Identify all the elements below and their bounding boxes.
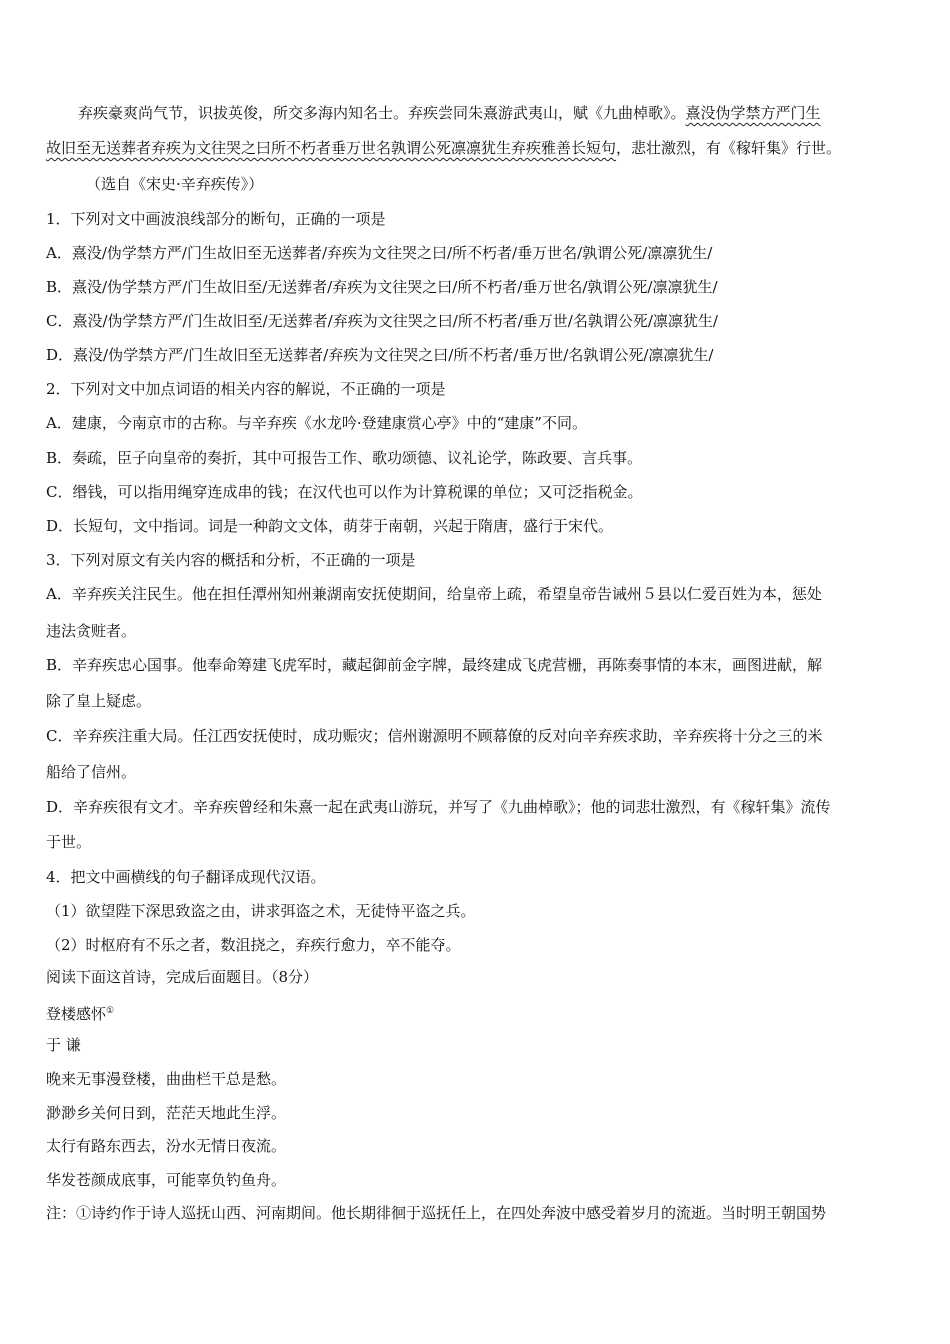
q3-stem: 3．下列对原文有关内容的概括和分析，不正确的一项是 [46,551,416,569]
poem-intro: 阅读下面这首诗，完成后面题目。（8分） [46,968,319,986]
passage-paragraph-1 [78,103,821,123]
q1-option-b: B．熹没/伪学禁方严/门生故旧至/无送葬者/弃疾为文往哭之曰/所不朽者/垂万世名/孰谓公死/凛凛犹生/ [46,278,718,296]
q3-option-d-line2: 于世。 [46,833,92,851]
q1-option-c: C．熹没/伪学禁方严/门生故旧至/无送葬者/弃疾为文往哭之曰/所不朽者/垂万世/名孰谓公死/凛凛犹生/ [46,312,718,330]
poem-line-4: 华发苍颜成底事，可能辜负钓鱼舟。 [46,1171,287,1189]
q2-option-d: D．长短句，文中指词。词是一种韵文文体，萌芽于南朝，兴起于隋唐，盛行于宋代。 [46,517,614,535]
q1-option-d: D．熹没/伪学禁方严/门生故旧至无送葬者/弃疾为文往哭之曰/所不朽者/垂万世/名孰谓公死/凛凛犹生/ [46,346,714,364]
poem-line-2: 渺渺乡关何日到，茫茫天地此生浮。 [46,1104,287,1122]
passage-text-2c: ，悲壮激烈，有《稼轩集》行世。 [616,139,842,157]
dotted-term-changduanju: 长短句 [571,139,617,157]
footnote-marker: ① [106,1006,115,1016]
q3-option-a-line1: A．辛弃疾关注民生。他在担任潭州知州兼湖南安抚使期间，给皇帝上疏，希望皇帝告诫州５县以仁爱百姓为本，惩处 [46,585,822,603]
q3-option-c-line2: 船给了信州。 [46,763,137,781]
q3-option-d-line1: D．辛弃疾很有文才。辛弃疾曾经和朱熹一起在武夷山游玩，并写了《九曲棹歌》；他的词悲壮激烈，有《稼轩集》流传 [46,798,831,816]
poem-author: 于 谦 [46,1036,81,1054]
q3-option-a-line2: 违法贪赃者。 [46,622,137,640]
wavy-underlined-sentence-cont: 故旧至无送葬者弃疾为文往哭之曰所不朽者垂万世名孰谓公死凛凛犹生弃疾雅善 [46,139,572,157]
q2-option-a: A．建康，今南京市的古称。与辛弃疾《水龙吟·登建康赏心亭》中的“建康”不同。 [46,414,587,432]
q3-option-c-line1: C．辛弃疾注重大局。任江西安抚使时，成功赈灾；信州谢源明不顾幕僚的反对向辛弃疾求助，辛弃疾将十分之三的米 [46,727,823,745]
q1-stem: 1．下列对文中画波浪线部分的断句，正确的一项是 [46,210,386,228]
poem-line-3: 太行有路东西去，汾水无情日夜流。 [46,1137,287,1155]
q4-sentence-1: （1）欲望陛下深思致盗之由，讲求弭盗之术，无徒恃平盗之兵。 [46,902,476,920]
q3-option-b-line2: 除了皇上疑虑。 [46,692,152,710]
q4-sentence-2: （2）时枢府有不乐之者，数沮挠之，弃疾行愈力，卒不能夺。 [46,936,461,954]
poem-line-1: 晚来无事漫登楼，曲曲栏干总是愁。 [46,1070,287,1088]
q2-option-b: B．奏疏，臣子向皇帝的奏折，其中可报告工作、歌功颂德、议礼论学，陈政要、言兵事。 [46,449,643,467]
q2-option-c: C．缗钱，可以指用绳穿连成串的钱；在汉代也可以作为计算税课的单位；又可泛指税金。 [46,483,643,501]
passage-paragraph-2 [46,138,841,158]
passage-source: （选自《宋史·辛弃疾传》） [86,175,264,193]
wavy-underlined-sentence: 熹没伪学禁方严门生 [685,104,821,122]
q4-stem: 4．把文中画横线的句子翻译成现代汉语。 [46,868,326,886]
passage-text-1a: 弃疾豪爽尚气节，识拔英俊，所交多海内知名士。弃疾尝同朱熹游武夷山，赋《九曲棹歌》。 [78,104,686,122]
poem-footnote: 注：①诗约作于诗人巡抚山西、河南期间。他长期徘徊于巡抚任上，在四处奔波中感受着岁月的流逝。当时明王朝国势 [46,1204,827,1222]
q1-option-a: A．熹没/伪学禁方严/门生故旧至无送葬者/弃疾为文往哭之曰/所不朽者/垂万世名/孰谓公死/凛凛犹生/ [46,244,713,262]
poem-title-text: 登楼感怀 [46,1005,107,1023]
poem-title [46,1001,114,1024]
q3-option-b-line1: B．辛弃疾忠心国事。他奉命筹建飞虎军时，藏起御前金字牌，最终建成飞虎营栅，再陈奏事情的本末，画图进献，解 [46,656,823,674]
q2-stem: 2．下列对文中加点词语的相关内容的解说，不正确的一项是 [46,380,446,398]
